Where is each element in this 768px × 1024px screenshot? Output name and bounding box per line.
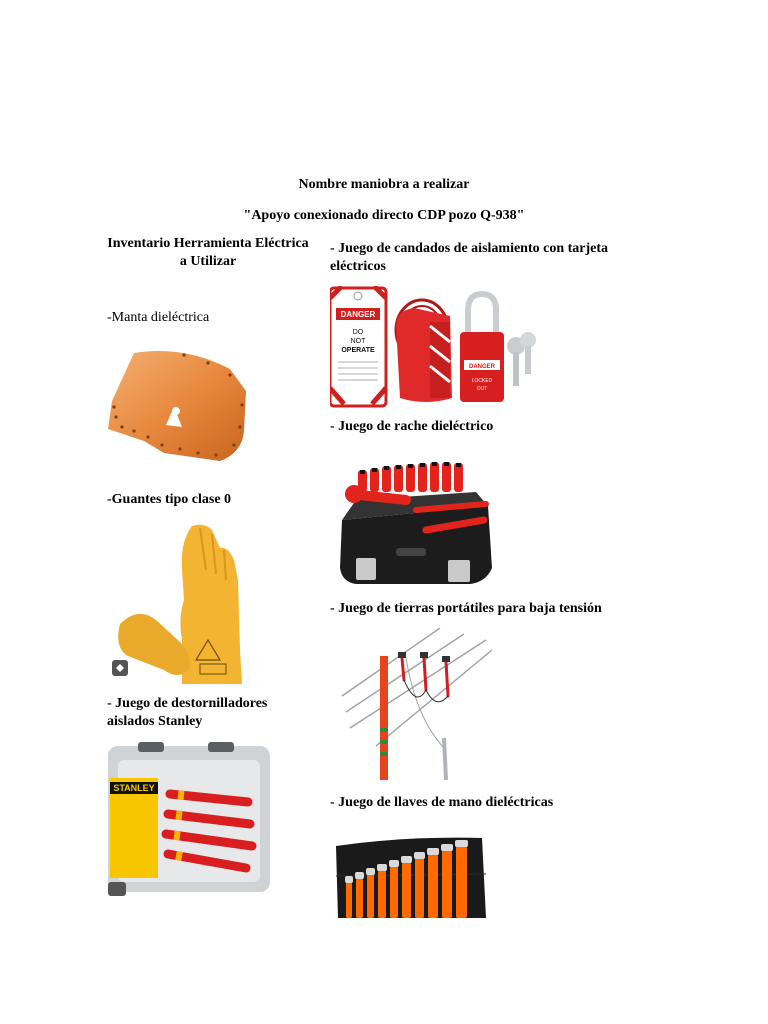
inventory-heading: Inventario Herramienta Eléctrica a Utilizar — [107, 236, 309, 269]
padlock-text-out: OUT — [476, 386, 488, 392]
item-label-gloves: -Guantes tipo clase 0 — [107, 492, 232, 507]
tag-text-not: NOT — [350, 338, 366, 345]
page-title: Nombre maniobra a realizar — [298, 177, 470, 192]
padlock-text-locked: LOCKED — [471, 378, 493, 384]
item-label-ratchet-set: - Juego de rache dieléctrico — [330, 419, 494, 434]
item-label-screwdrivers: - Juego de destornilladores aislados Stanley — [107, 696, 268, 729]
maneuver-name: "Apoyo conexionado directo CDP pozo Q-938" — [243, 208, 525, 223]
screwdrivers-image — [108, 742, 270, 896]
item-label-wrench-set: - Juego de llaves de mano dieléctricas — [330, 795, 554, 810]
wrench-set-image — [336, 836, 486, 918]
ratchet-set-image — [336, 450, 494, 586]
tag-text-do: DO — [352, 329, 364, 336]
item-label-portable-grounding: - Juego de tierras portátiles para baja tensión — [330, 601, 602, 616]
item-label-lockout-kit: - Juego de candados de aislamiento con tarjeta eléctricos — [330, 241, 609, 274]
tag-text-operate: OPERATE — [341, 347, 375, 354]
lockout-kit-image — [330, 286, 540, 408]
item-label-dielectric-blanket: -Manta dieléctrica — [107, 310, 210, 325]
padlock-danger-label: DANGER — [468, 364, 496, 370]
dielectric-blanket-image — [104, 345, 250, 467]
gloves-image — [108, 520, 248, 686]
stanley-logo: STANLEY — [113, 783, 155, 793]
danger-tag-title: DANGER — [340, 310, 376, 319]
portable-grounding-image — [336, 628, 492, 780]
